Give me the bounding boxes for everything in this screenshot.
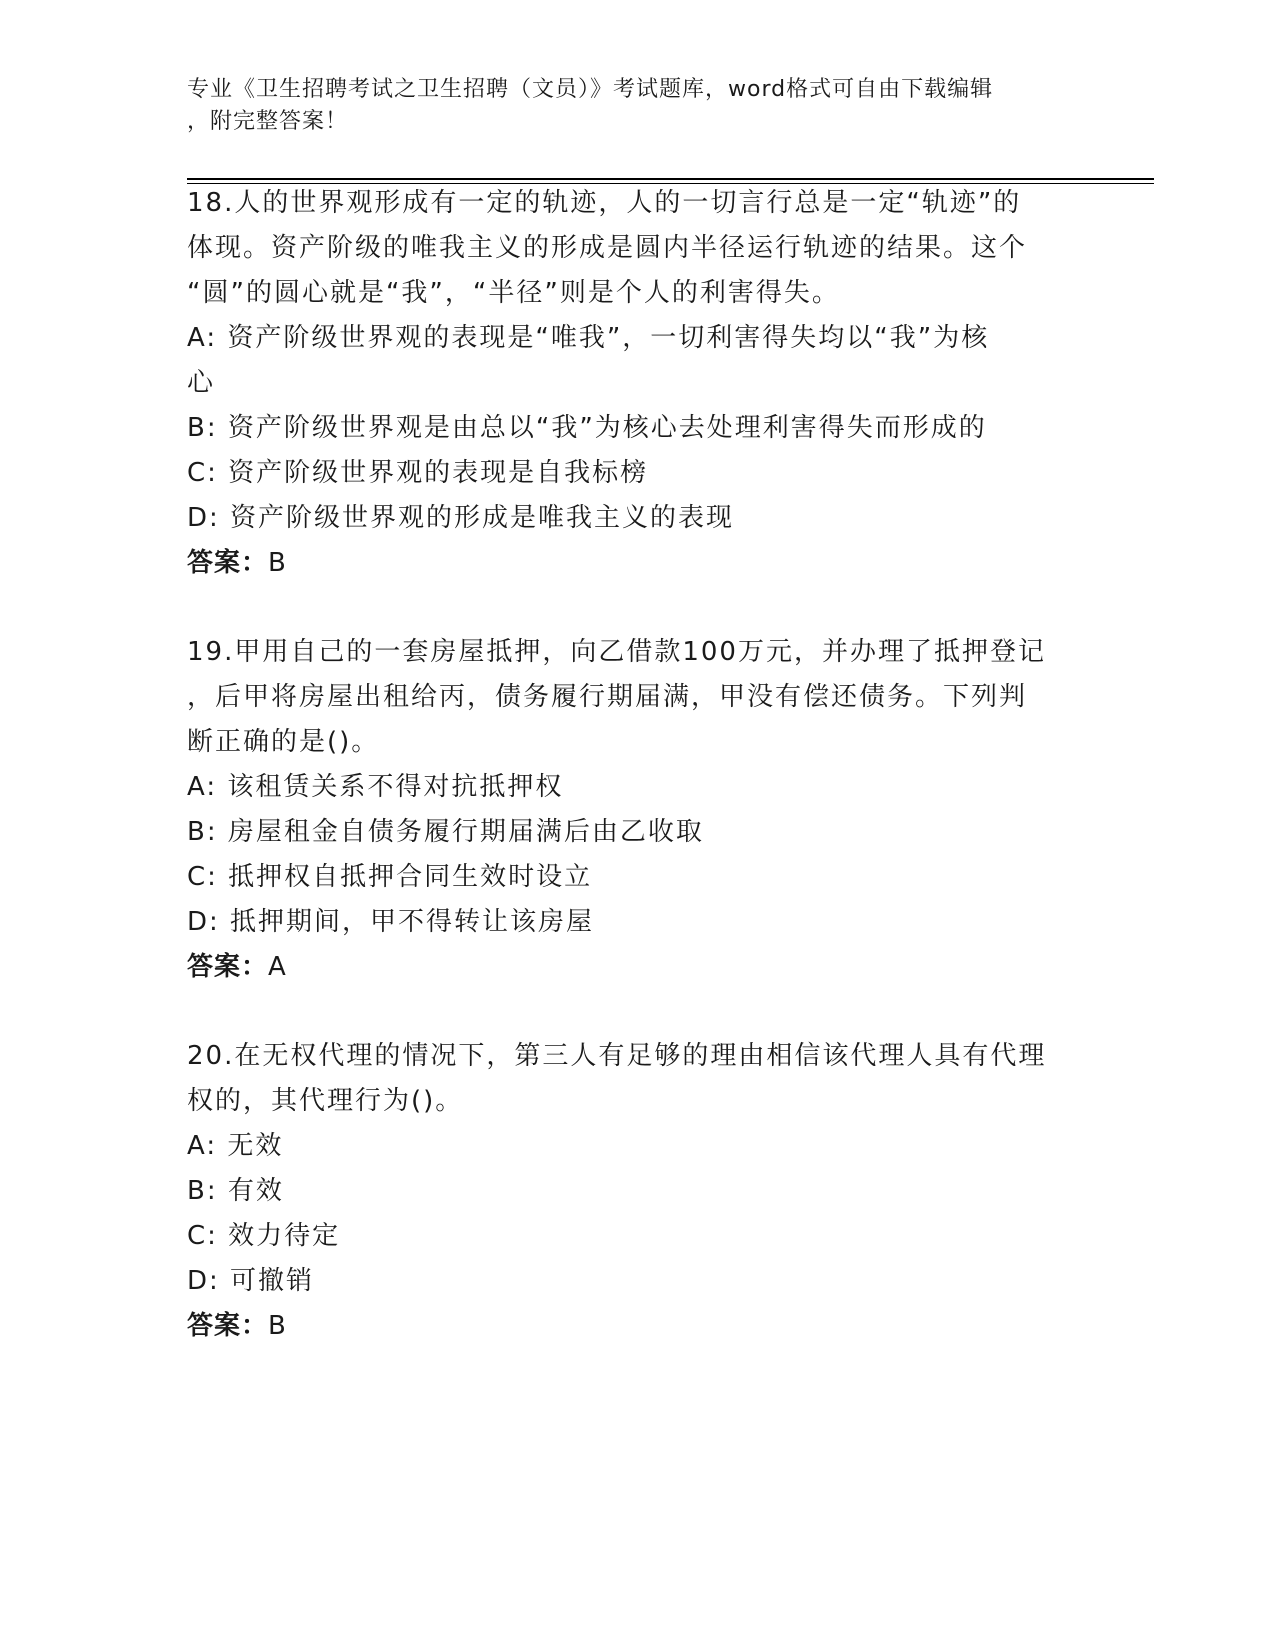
option-a: A: 资产阶级世界观的表现是“唯我”，一切利害得失均以“我”为核: [187, 323, 990, 353]
answer-label: 答案：: [187, 952, 269, 982]
answer-value: B: [268, 1311, 287, 1341]
answer-line: [187, 1304, 1077, 1349]
header-line: 专业《卫生招聘考试之卫生招聘（文员）》考试题库，word格式可自由下载编辑: [187, 77, 994, 102]
answer-line: [187, 541, 1077, 586]
option-c: C: 资产阶级世界观的表现是自我标榜: [187, 458, 649, 488]
answer-line: [187, 945, 1077, 990]
option-a: A: 该租赁关系不得对抗抵押权: [187, 772, 564, 802]
option-b: B: 房屋租金自债务履行期届满后由乙收取: [187, 817, 704, 847]
option-a: A: 无效: [187, 1131, 284, 1161]
question-18: [187, 181, 1077, 586]
option-d: D: 资产阶级世界观的形成是唯我主义的表现: [187, 503, 735, 533]
document-header: [187, 74, 1087, 138]
option-c: C: 抵押权自抵押合同生效时设立: [187, 862, 593, 892]
option-d: D: 可撤销: [187, 1266, 315, 1296]
question-20: [187, 1034, 1077, 1349]
option-b: B: 资产阶级世界观是由总以“我”为核心去处理利害得失而形成的: [187, 413, 987, 443]
answer-label: 答案：: [187, 1311, 269, 1341]
option-c: C: 效力待定: [187, 1221, 341, 1251]
option-b: B: 有效: [187, 1176, 284, 1206]
answer-value: A: [268, 952, 287, 982]
option-a-continued: 心: [187, 368, 216, 398]
question-stem-line: 18.人的世界观形成有一定的轨迹，人的一切言行总是一定“轨迹”的: [187, 188, 1022, 218]
answer-label: 答案：: [187, 548, 269, 578]
option-d: D: 抵押期间，甲不得转让该房屋: [187, 907, 595, 937]
question-stem-line: 20.在无权代理的情况下，第三人有足够的理由相信该代理人具有代理: [187, 1041, 1047, 1071]
question-stem-line: 断正确的是()。: [187, 727, 380, 757]
question-stem-line: “圆”的圆心就是“我”，“半径”则是个人的利害得失。: [187, 278, 840, 308]
question-stem-line: 权的，其代理行为()。: [187, 1086, 464, 1116]
question-stem-line: 19.甲用自己的一套房屋抵押，向乙借款100万元，并办理了抵押登记: [187, 637, 1046, 667]
question-stem-line: 体现。资产阶级的唯我主义的形成是圆内半径运行轨迹的结果。这个: [187, 233, 1028, 263]
question-19: [187, 630, 1077, 990]
question-stem-line: ，后甲将房屋出租给丙，债务履行期届满，甲没有偿还债务。下列判: [187, 682, 1028, 712]
header-divider-thick: [187, 178, 1154, 180]
answer-value: B: [268, 548, 287, 578]
header-line: ，附完整答案！: [187, 109, 349, 134]
